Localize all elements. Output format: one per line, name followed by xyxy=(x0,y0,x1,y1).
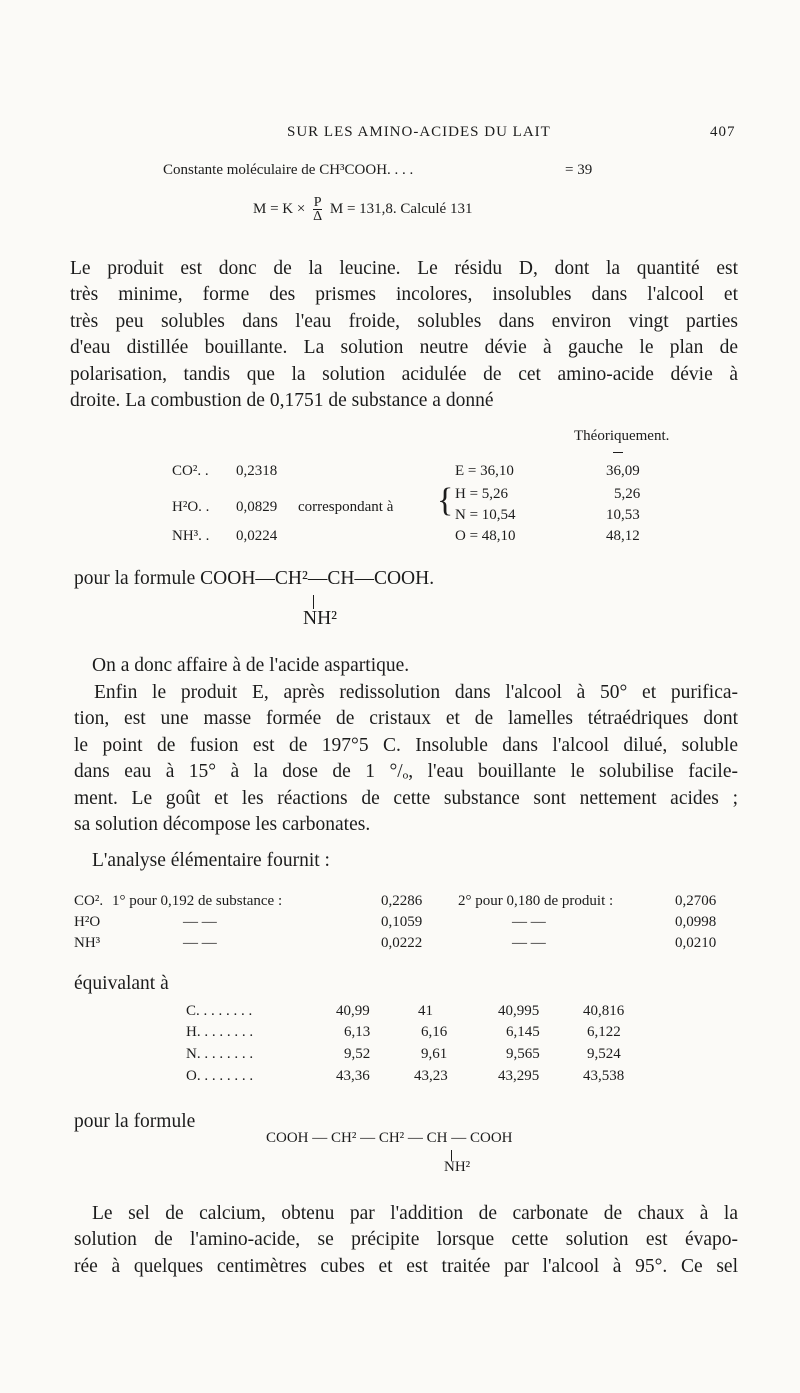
analysis-intro: L'analyse élémentaire fournit : xyxy=(92,850,330,871)
t1-theory: 5,26 xyxy=(614,486,641,502)
t2-second-label: — — xyxy=(512,914,546,930)
t2-first-label: — — xyxy=(183,935,217,951)
text-line: Enfin le produit E, après redissolution dans l'alcool à 50° et purifica- xyxy=(94,682,738,703)
t3-v1: 40,99 xyxy=(336,1003,370,1019)
t1-theory: 36,09 xyxy=(606,463,640,479)
mw-fraction-numerator: P xyxy=(313,195,322,210)
t2-first-label: — — xyxy=(183,914,217,930)
text-line: rée à quelques centimètres cubes et est traitée par l'alcool à 95°. Ce sel xyxy=(74,1255,738,1277)
t3-element: N. . . . . . . . xyxy=(186,1046,254,1062)
t2-first-label: 1° pour 0,192 de substance : xyxy=(112,893,283,909)
t1-compound: CO². . xyxy=(172,463,209,479)
t3-element: C. . . . . . . . xyxy=(186,1003,253,1019)
constant-value: = 39 xyxy=(565,162,593,178)
text-line: Le produit est donc de la leucine. Le résidu D, dont la quantité est xyxy=(70,258,738,279)
text-line: très minime, forme des prismes incolores, insolubles dans l'alcool et xyxy=(70,284,738,306)
paragraph-leucine xyxy=(70,256,738,414)
t3-v2: 6,16 xyxy=(421,1024,448,1040)
t3-element: H. . . . . . . . xyxy=(186,1024,254,1040)
t1-calc: N = 10,54 xyxy=(455,507,516,523)
t3-v3: 43,295 xyxy=(498,1068,540,1084)
text-line: dans eau à 15° à la dose de 1 °/ₒ, l'eau bouillante le solubilise facile- xyxy=(74,761,738,783)
mw-fraction-denominator: Δ xyxy=(313,209,323,224)
bond-line xyxy=(313,595,314,609)
t2-second-label: 2° pour 0,180 de produit : xyxy=(458,893,614,909)
t2-second-value: 0,0210 xyxy=(675,935,717,951)
t3-v3: 9,565 xyxy=(506,1046,540,1062)
t2-compound: H²O xyxy=(74,914,101,930)
t3-v2: 43,23 xyxy=(414,1068,448,1084)
t3-v1: 43,36 xyxy=(336,1068,370,1084)
t3-v4: 43,538 xyxy=(583,1068,625,1084)
t2-first-value: 0,2286 xyxy=(381,893,423,909)
text-line: solution de l'amino-acide, se précipite lorsque cette solution est évapo- xyxy=(74,1229,738,1251)
t1-value: 0,0829 xyxy=(236,499,278,515)
formula-main-2: COOH — CH² — CH² — CH — COOH xyxy=(266,1130,513,1146)
t3-v2: 41 xyxy=(418,1003,433,1019)
t1-theory: 10,53 xyxy=(606,507,640,523)
text-line: d'eau distillée bouillante. La solution neutre dévie à gauche le plan de xyxy=(70,337,738,359)
t2-compound: NH³ xyxy=(74,935,101,951)
t1-correspondant: correspondant à xyxy=(298,499,394,515)
t3-v1: 9,52 xyxy=(344,1046,371,1062)
text-line: polarisation, tandis que la solution acidulée de cet amino-acide dévie à xyxy=(70,363,738,385)
t1-compound: H²O. . xyxy=(172,499,210,515)
formula-substituent: NH² xyxy=(303,608,338,629)
t3-v3: 40,995 xyxy=(498,1003,540,1019)
t1-calc: O = 48,10 xyxy=(455,528,516,544)
paragraph-calcium-salt xyxy=(74,1201,738,1280)
paragraph-product-e xyxy=(74,680,738,838)
t2-first-value: 0,1059 xyxy=(381,914,423,930)
t2-second-value: 0,0998 xyxy=(675,914,717,930)
t1-compound: NH³. . xyxy=(172,528,210,544)
formula-main: COOH—CH²—CH—COOH. xyxy=(200,568,435,589)
formula-prefix-2: pour la formule xyxy=(74,1111,196,1132)
t1-theory: 48,12 xyxy=(606,528,640,544)
text-line: ment. Le goût et les réactions de cette substance sont nettement acides ; xyxy=(74,787,738,809)
running-title: SUR LES AMINO-ACIDES DU LAIT xyxy=(287,124,551,140)
t1-calc: H = 5,26 xyxy=(455,486,509,502)
mw-formula xyxy=(253,196,472,223)
mw-formula-right: M = 131,8. Calculé 131 xyxy=(329,200,473,217)
t3-v2: 9,61 xyxy=(421,1046,448,1062)
theoretical-header: Théoriquement. xyxy=(574,428,670,444)
t3-v1: 6,13 xyxy=(344,1024,371,1040)
text-line: tion, est une masse formée de cristaux et de lamelles tétraédriques dont xyxy=(74,708,738,730)
text-line: droite. La combustion de 0,1751 de substance a donné xyxy=(70,390,494,412)
page-number: 407 xyxy=(710,124,736,140)
constant-label: Constante moléculaire de CH³COOH. . . . xyxy=(163,162,414,178)
text-line: très peu solubles dans l'eau froide, solubles dans environ vingt parties xyxy=(70,310,738,332)
t1-calc: E = 36,10 xyxy=(455,463,514,479)
equivalent-label: équivalant à xyxy=(74,973,169,994)
t2-second-value: 0,2706 xyxy=(675,893,717,909)
t3-v4: 6,122 xyxy=(587,1024,621,1040)
t3-v4: 9,524 xyxy=(587,1046,621,1062)
text-line: Le sel de calcium, obtenu par l'addition de carbonate de chaux à la xyxy=(92,1203,738,1224)
t1-value: 0,0224 xyxy=(236,528,278,544)
mw-fraction xyxy=(313,196,322,223)
brace: { xyxy=(437,482,454,519)
t2-first-value: 0,0222 xyxy=(381,935,423,951)
t1-value: 0,2318 xyxy=(236,463,278,479)
formula-aspartic xyxy=(74,568,434,590)
formula-prefix: pour la formule xyxy=(74,568,196,589)
paragraph-aspartic: On a donc affaire à de l'acide aspartique. xyxy=(92,655,410,676)
formula-substituent-2: NH² xyxy=(444,1159,471,1175)
t3-element: O. . . . . . . . xyxy=(186,1068,254,1084)
t3-v4: 40,816 xyxy=(583,1003,625,1019)
text-line: le point de fusion est de 197°5 C. Insoluble dans l'alcool dilué, soluble xyxy=(74,734,738,756)
text-line: sa solution décompose les carbonates. xyxy=(74,814,371,836)
header-dash xyxy=(613,452,623,453)
t2-second-label: — — xyxy=(512,935,546,951)
t3-v3: 6,145 xyxy=(506,1024,540,1040)
t2-compound: CO². xyxy=(74,893,104,909)
mw-formula-left: M = K × xyxy=(253,200,306,217)
